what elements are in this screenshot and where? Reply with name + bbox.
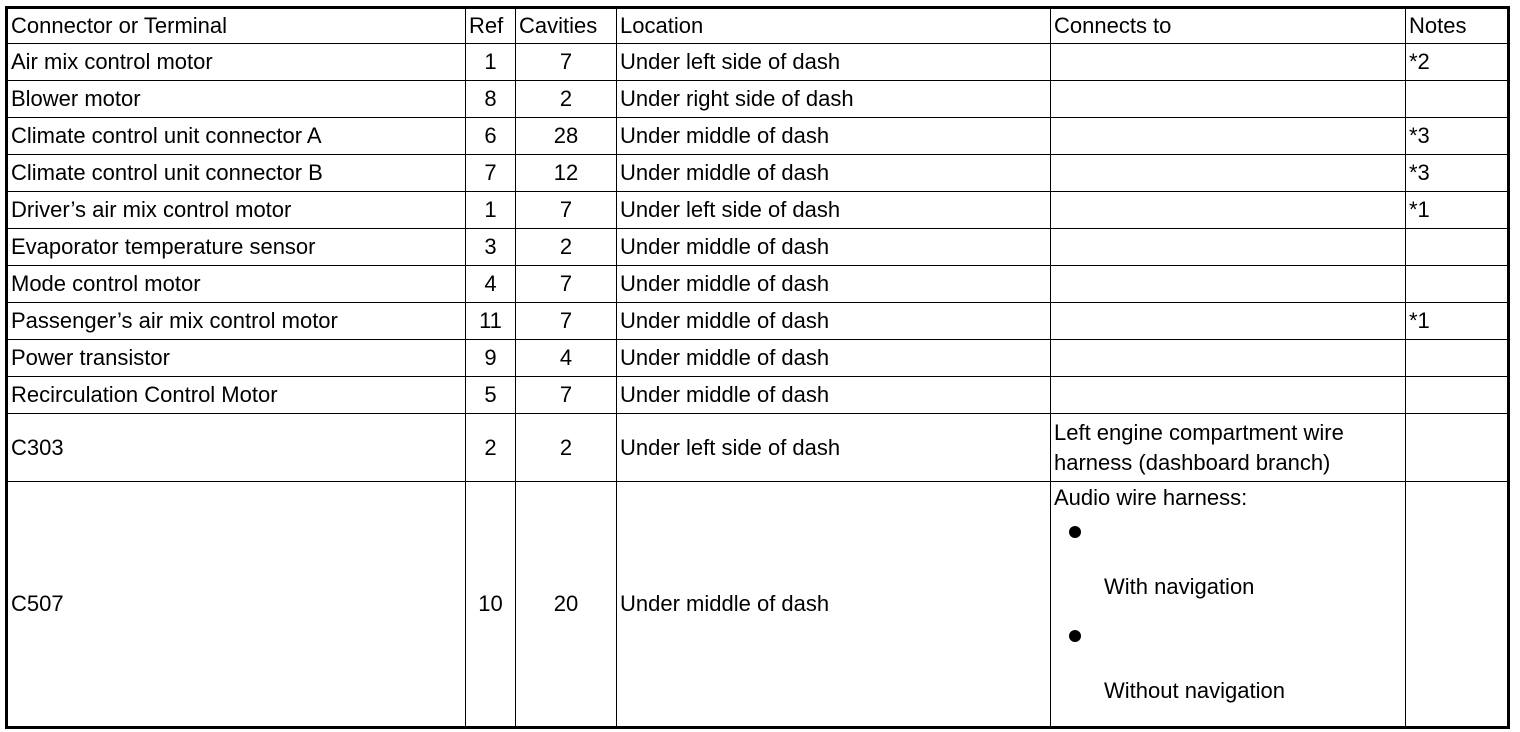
connects-to-cell — [1051, 118, 1406, 155]
location-cell: Under middle of dash — [617, 118, 1051, 155]
connects-to-cell — [1051, 155, 1406, 192]
table-row — [7, 414, 1509, 482]
connects-to-cell — [1051, 192, 1406, 229]
cavities-cell: 7 — [516, 377, 617, 414]
notes-cell — [1406, 414, 1509, 482]
notes-cell — [1406, 266, 1509, 303]
connector-cell: C507 — [7, 482, 466, 728]
connects-to-cell — [1051, 266, 1406, 303]
connects-to-lead-text: Audio wire harness: — [1054, 485, 1248, 510]
connector-cell: Air mix control motor — [7, 44, 466, 81]
connects-to-cell — [1051, 340, 1406, 377]
table-row — [7, 482, 1509, 728]
header-connector: Connector or Terminal — [7, 8, 466, 44]
notes-cell — [1406, 377, 1509, 414]
connects-to-cell — [1051, 229, 1406, 266]
list-item — [1054, 514, 1405, 618]
ref-cell: 4 — [466, 266, 516, 303]
ref-cell: 6 — [466, 118, 516, 155]
bullet-icon — [1069, 526, 1081, 538]
cavities-cell: 2 — [516, 81, 617, 118]
header-location: Location — [617, 8, 1051, 44]
cavities-cell: 7 — [516, 266, 617, 303]
table-row — [7, 377, 1509, 414]
connects-to-cell — [1051, 482, 1406, 728]
notes-cell — [1406, 229, 1509, 266]
bullet-text: With navigation — [1104, 574, 1255, 599]
connects-to-cell — [1051, 44, 1406, 81]
list-item — [1054, 618, 1405, 722]
connector-table — [5, 6, 1510, 729]
notes-cell: *1 — [1406, 303, 1509, 340]
connector-cell: C303 — [7, 414, 466, 482]
location-cell: Under middle of dash — [617, 229, 1051, 266]
cavities-cell: 12 — [516, 155, 617, 192]
connector-cell: Recirculation Control Motor — [7, 377, 466, 414]
ref-cell: 9 — [466, 340, 516, 377]
location-cell: Under left side of dash — [617, 192, 1051, 229]
notes-cell — [1406, 340, 1509, 377]
bullet-text: Without navigation — [1104, 678, 1285, 703]
connects-to-cell — [1051, 81, 1406, 118]
ref-cell: 11 — [466, 303, 516, 340]
header-connects-to: Connects to — [1051, 8, 1406, 44]
notes-cell: *3 — [1406, 118, 1509, 155]
table-row — [7, 229, 1509, 266]
cavities-cell: 2 — [516, 229, 617, 266]
header-ref: Ref — [466, 8, 516, 44]
location-cell: Under middle of dash — [617, 377, 1051, 414]
cavities-cell: 7 — [516, 44, 617, 81]
bullet-icon — [1069, 630, 1081, 642]
table-row — [7, 155, 1509, 192]
table-row — [7, 303, 1509, 340]
notes-cell: *1 — [1406, 192, 1509, 229]
connects-to-bullet-list — [1054, 514, 1405, 722]
connector-cell: Power transistor — [7, 340, 466, 377]
connects-to-cell — [1051, 303, 1406, 340]
table-row — [7, 81, 1509, 118]
cavities-cell: 4 — [516, 340, 617, 377]
header-cavities: Cavities — [516, 8, 617, 44]
connects-to-cell: Left engine compartment wire harness (dashboard branch) — [1051, 414, 1406, 482]
table-row — [7, 118, 1509, 155]
header-notes: Notes — [1406, 8, 1509, 44]
header-row — [7, 8, 1509, 44]
ref-cell: 7 — [466, 155, 516, 192]
location-cell: Under left side of dash — [617, 44, 1051, 81]
connector-cell: Evaporator temperature sensor — [7, 229, 466, 266]
cavities-cell: 2 — [516, 414, 617, 482]
location-cell: Under left side of dash — [617, 414, 1051, 482]
ref-cell: 2 — [466, 414, 516, 482]
location-cell: Under middle of dash — [617, 266, 1051, 303]
connector-cell: Climate control unit connector B — [7, 155, 466, 192]
ref-cell: 1 — [466, 192, 516, 229]
location-cell: Under right side of dash — [617, 81, 1051, 118]
connects-to-cell — [1051, 377, 1406, 414]
cavities-cell: 28 — [516, 118, 617, 155]
table-row — [7, 340, 1509, 377]
cavities-cell: 7 — [516, 303, 617, 340]
connector-cell: Mode control motor — [7, 266, 466, 303]
ref-cell: 8 — [466, 81, 516, 118]
table-row — [7, 44, 1509, 81]
connector-cell: Blower motor — [7, 81, 466, 118]
notes-cell — [1406, 482, 1509, 728]
connector-cell: Driver’s air mix control motor — [7, 192, 466, 229]
ref-cell: 3 — [466, 229, 516, 266]
ref-cell: 10 — [466, 482, 516, 728]
connector-cell: Passenger’s air mix control motor — [7, 303, 466, 340]
notes-cell — [1406, 81, 1509, 118]
ref-cell: 1 — [466, 44, 516, 81]
cavities-cell: 20 — [516, 482, 617, 728]
cavities-cell: 7 — [516, 192, 617, 229]
table-row — [7, 192, 1509, 229]
location-cell: Under middle of dash — [617, 482, 1051, 728]
location-cell: Under middle of dash — [617, 155, 1051, 192]
location-cell: Under middle of dash — [617, 340, 1051, 377]
ref-cell: 5 — [466, 377, 516, 414]
connector-cell: Climate control unit connector A — [7, 118, 466, 155]
notes-cell: *2 — [1406, 44, 1509, 81]
table-row — [7, 266, 1509, 303]
notes-cell: *3 — [1406, 155, 1509, 192]
location-cell: Under middle of dash — [617, 303, 1051, 340]
